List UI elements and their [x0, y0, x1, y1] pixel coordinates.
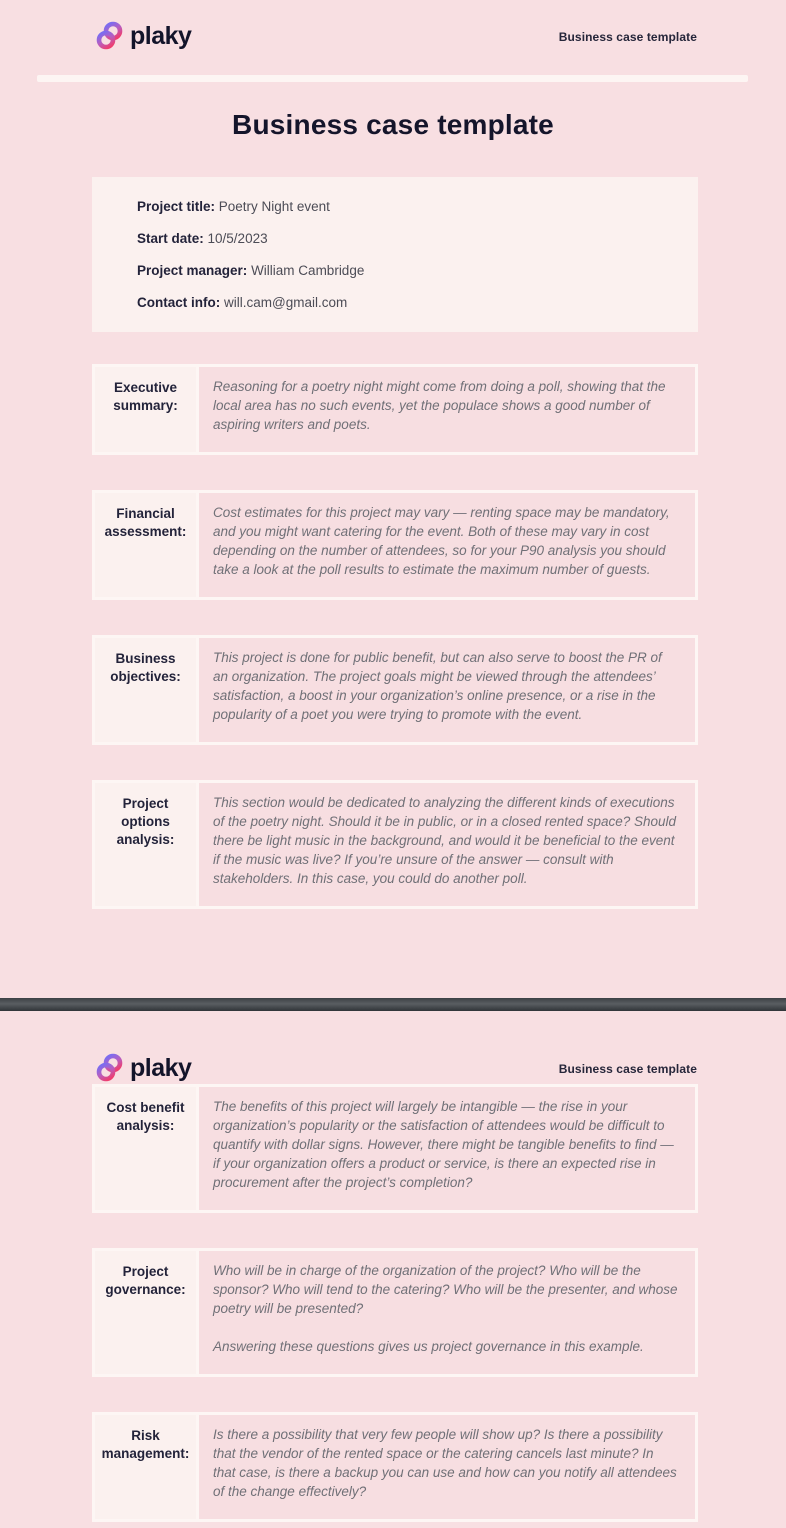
section-text: The benefits of this project will largely be intangible — the rise in your organization’s popularity or the satisfaction of attendees would be difficult to quantify with dollar signs. However, there might be tangible benefits to find — if your organization offers a product or service, is there an expected rise in procurement after the project’s completion? — [213, 1099, 674, 1190]
section-label: Project governance: — [95, 1251, 196, 1374]
project-manager-label: Project manager: — [137, 263, 248, 278]
project-manager-value: William Cambridge — [251, 263, 365, 278]
section-project-governance — [92, 1248, 698, 1377]
project-info-row — [137, 230, 678, 247]
project-info-row — [137, 294, 678, 311]
section-text: Reasoning for a poetry night might come from doing a poll, showing that the local area has no such events, yet the populace shows a good number of aspiring writers and poets. — [213, 379, 666, 432]
plaky-logo-icon — [96, 21, 123, 52]
page-break-divider — [0, 998, 786, 1011]
plaky-wordmark: plaky — [130, 22, 192, 50]
plaky-logo-icon — [96, 1053, 123, 1084]
section-label: Executive summary: — [95, 367, 196, 452]
section-label: Cost benefit analysis: — [95, 1087, 196, 1210]
section-text: Cost estimates for this project may vary — renting space may be mandatory, and you might want catering for the event. Both of these may vary in cost depending on the number of attendees, so for your P90 analysis you should take a look at the poll results to estimate the maximum number of guests. — [213, 505, 670, 577]
page-title: Business case template — [232, 109, 554, 140]
contact-info-label: Contact info: — [137, 295, 221, 310]
section-cost-benefit-analysis — [92, 1084, 698, 1213]
section-body — [196, 367, 695, 452]
section-financial-assessment — [92, 490, 698, 600]
header-doc-title: Business case template — [558, 29, 697, 44]
header-rule — [37, 75, 748, 82]
project-info-row — [137, 262, 678, 279]
section-label: Risk management: — [95, 1415, 196, 1519]
project-info-row — [137, 198, 678, 215]
page-header — [0, 0, 786, 52]
start-date-label: Start date: — [137, 231, 204, 246]
section-text: Is there a possibility that very few people will show up? Is there a possibility that the vendor of the rented space or the catering cancels last minute? In that case, is there a backup you can use and how can you notify all attendees of the change effectively? — [213, 1427, 677, 1499]
section-text: This project is done for public benefit, but can also serve to boost the PR of an organization. The project goals might be viewed through the attendees’ satisfaction, a boost in your organization’s online presence, or a rise in the popularity of a poet you were trying to promote with the event. — [213, 650, 662, 722]
project-title-label: Project title: — [137, 199, 216, 214]
header-doc-title: Business case template — [558, 1061, 697, 1076]
plaky-wordmark: plaky — [130, 1054, 192, 1082]
section-label: Financial assessment: — [95, 493, 196, 597]
section-body — [196, 493, 695, 597]
section-label: Business objectives: — [95, 638, 196, 742]
section-project-options-analysis — [92, 780, 698, 909]
start-date-value: 10/5/2023 — [207, 231, 268, 246]
project-info-box — [92, 177, 698, 332]
section-text: Answering these questions gives us project governance in this example. — [213, 1339, 644, 1354]
section-body — [196, 1251, 695, 1374]
section-body — [196, 1415, 695, 1519]
section-text: Who will be in charge of the organization of the project? Who will be the sponsor? Who will tend to the catering? Who will be the presenter, and whose poetry will be presented? — [213, 1263, 678, 1316]
section-body — [196, 783, 695, 906]
page-header — [0, 1011, 786, 1084]
section-body — [196, 1087, 695, 1210]
section-risk-management — [92, 1412, 698, 1522]
section-label: Project options analysis: — [95, 783, 196, 906]
section-executive-summary — [92, 364, 698, 455]
section-text: This section would be dedicated to analyzing the different kinds of executions of the poetry night. Should it be in public, or in a closed rented space? Should there be light music in the background, and would it be beneficial to the event if the music was live? If you’re unsure of the answer — consult with stakeholders. In this case, you could do another poll. — [213, 795, 677, 886]
section-business-objectives — [92, 635, 698, 745]
section-body — [196, 638, 695, 742]
plaky-brand — [96, 1053, 191, 1084]
contact-info-value: will.cam@gmail.com — [224, 295, 348, 310]
project-title-value: Poetry Night event — [218, 199, 330, 214]
plaky-brand — [96, 21, 191, 52]
document-page-2 — [0, 1011, 786, 1528]
